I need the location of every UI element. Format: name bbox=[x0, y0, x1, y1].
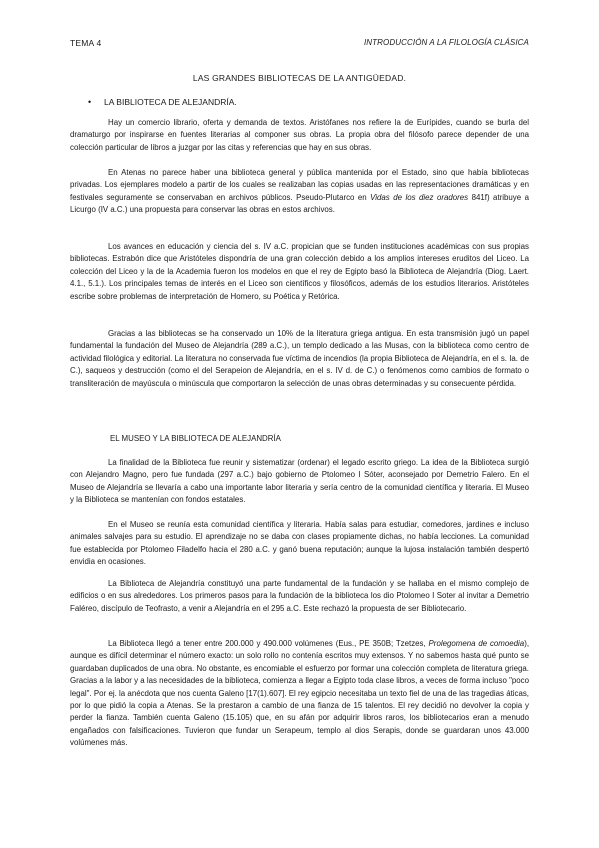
bullet-heading-text: LA BIBLIOTECA DE ALEJANDRÍA. bbox=[104, 97, 237, 107]
paragraph: La finalidad de la Biblioteca fue reunir y sistematizar (ordenar) el legado escrito griego. La idea de la Biblioteca surgió con Alejandro Magno, pero fue fundada (297 a.C.) bajo gobierno de Ptolomeo I Sóter, aconsejado por Demetrio Falero. En el Museo de Alejandría se llevaría a cabo una importante labor literaria y sería centro de la comunidad científica y literaria. El Museo y la Biblioteca se mantenían con fondos estatales. bbox=[70, 458, 529, 505]
paragraph-7-block bbox=[70, 578, 529, 615]
header-topic: TEMA 4 bbox=[70, 38, 102, 48]
paragraph bbox=[70, 167, 529, 217]
paragraph-text: En Atenas no parece haber una biblioteca general y pública mantenida por el Estado, sino que había bibliotecas privadas. Los ejemplares modelo a partir de los cuales se realizaban las copias usadas en las representaciones dramáticas y en festivales seguramente se conservaban en archivos públicos. Pseudo-Plutarco en bbox=[70, 168, 529, 202]
paragraph-text: 841f) atribuye a Licurgo (IV a.C.) una propuesta para conservar las obras en estos archivos. bbox=[70, 192, 529, 215]
italic-work-title: Prolegomena de comoedia bbox=[428, 639, 525, 648]
paragraph-4-block bbox=[70, 328, 529, 390]
paragraph-text: ), aunque es difícil determinar el número exacto: un solo rollo no contenía escritos muy extensos. Y no sabemos hasta qué punto se guardaban duplicados de una obra. No obstante, es encomiable el esfuerzo por formar una colección completa de literatura griega. Gracias a la labor y a las necesidades de la biblioteca, comienza a llegar a Egipto toda clase libros, a veces de forma incluso "poco legal". Por ej. la anécdota que nos cuenta Galeno [17(1).607]. El rey egipcio necesitaba un texto fiel de una de las tragedias áticas, por lo que pidió la copia a Atenas. Se la prestaron a cambio de una fianza de 15 talentos. El rey decidió no devolver la copia y perder la fianza. También cuenta Galeno (15.105) que, en su afán por adquirir libros raros, los bibliotecarios eran a menudo engañados con falsificaciones. Tuvieron que fundar un Serapeum, templo al dios Serapis, donde se guardaran unos 43.000 volúmenes más. bbox=[70, 639, 530, 748]
header-course-title: INTRODUCCIÓN A LA FILOLOGÍA CLÁSICA bbox=[363, 38, 529, 47]
paragraph: Hay un comercio librario, oferta y demanda de textos. Aristófanes nos refiere la de Eurípides, cuando se burla del dramaturgo por inspirarse en fuentes literarias al componer sus obras. La propia obra del filósofo parece depender de una colección particular de libros a juzgar por las citas y referencias que hay en sus obras. bbox=[70, 118, 529, 152]
document-title: LAS GRANDES BIBLIOTECAS DE LA ANTIGÜEDAD. bbox=[192, 73, 407, 83]
bullet-heading bbox=[88, 97, 237, 107]
section-title: EL MUSEO Y LA BIBLIOTECA DE ALEJANDRÍA bbox=[110, 434, 281, 443]
paragraph: La Biblioteca de Alejandría constituyó una parte fundamental de la fundación y se hallaba en el mismo complejo de edificios o en sus alrededores. Los primeros pasos para la fundación de la biblioteca los dio Ptolomeo I Soter al invitar a Demetrio Faléreo, discípulo de Teofrasto, a venir a Alejandría en el 295 a.C. Este rechazó la propuesta de ser Bibliotecario. bbox=[70, 579, 529, 613]
paragraph-5-block bbox=[70, 457, 529, 507]
paragraph-6-block bbox=[70, 519, 529, 569]
paragraph-8-block bbox=[70, 638, 529, 750]
italic-work-title: Vidas de los diez oradores bbox=[370, 192, 469, 202]
paragraph-text: La Biblioteca llegó a tener entre 200.000 y 490.000 volúmenes (Eus., PE 350B; Tzetzes, bbox=[108, 639, 429, 648]
paragraph-1-block bbox=[70, 117, 529, 154]
paragraph bbox=[70, 638, 529, 750]
paragraph: En el Museo se reunía esta comunidad científica y literaria. Había salas para estudiar, comedores, jardines e incluso animales salvajes para su estudio. El aprendizaje no se daba con clases propiamente dichas, no había lecciones. La comunidad fue establecida por Ptolomeo Filadelfo hacia el 280 a.C. y ganó buena reputación; aunque la lujosa instalación también despertó envidia en ocasiones. bbox=[70, 520, 529, 567]
bullet-icon: • bbox=[88, 97, 92, 107]
paragraph-2-block bbox=[70, 167, 529, 217]
paragraph-3-block bbox=[70, 241, 529, 303]
paragraph: Los avances en educación y ciencia del s. IV a.C. propician que se funden instituciones académicas con sus propias bibliotecas. Estrabón dice que Aristóteles dispondría de una gran colección debido a los amplios intereses eruditos del Liceo. La colección del Liceo y la de la Academia fueron los modelos en que el rey de Egipto basó la Biblioteca de Alejandría (Diog. Laert. 4.1., 5.1.). Los principales temas de interés en el Liceo son científicos y filosóficos, además de los estudios literarios. Aristóteles escribe sobre problemas de interpretación de Homero, su Poética y Retórica. bbox=[70, 242, 529, 301]
paragraph: Gracias a las bibliotecas se ha conservado un 10% de la literatura griega antigua. En esta transmisión jugó un papel fundamental la fundación del Museo de Alejandría (289 a.C.), un templo dedicado a las Musas, con la biblioteca como centro de actividad filológica y editorial. La literatura no conservada fue víctima de incendios (la propia Biblioteca de Alejandría, en el s. Ia. de C.), saqueos y destrucción (como el del Serapeion de Alejandría, en el s. IV d. de C.) o fenómenos como cambios de formato o transliteración de mayúscula o minúscula que comportaron la selección de unas obras determinadas y su consecuente pérdida. bbox=[70, 329, 529, 388]
